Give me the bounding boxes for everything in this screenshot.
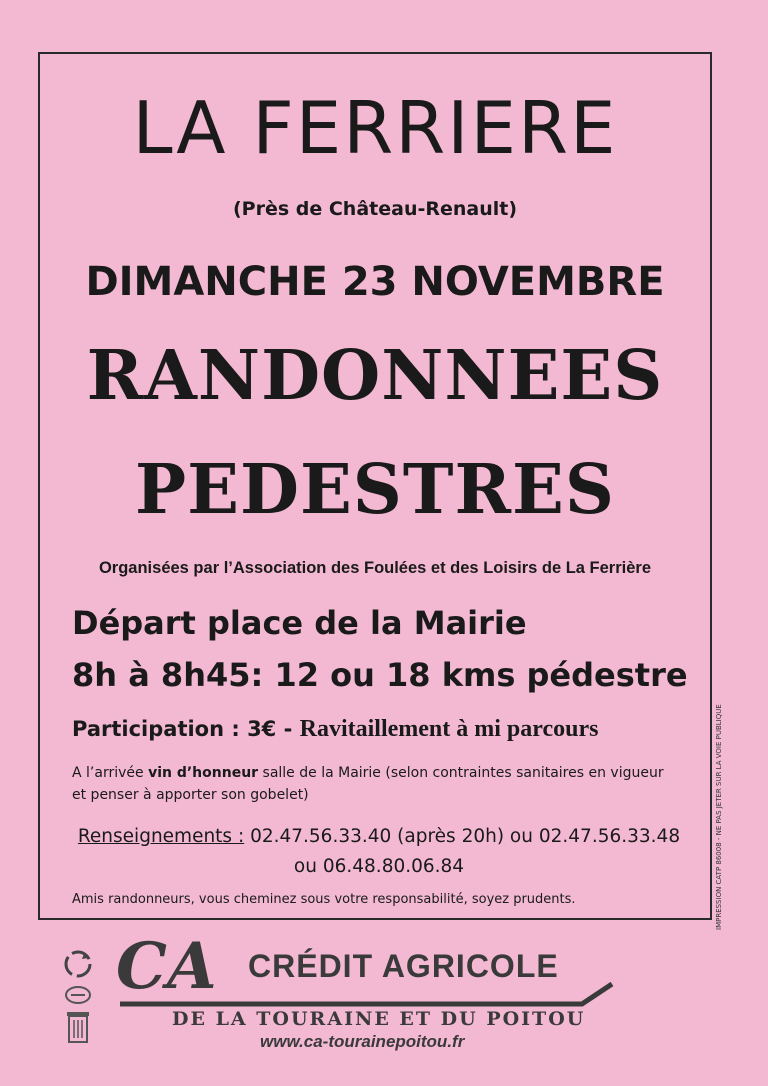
litter-bin-icon [63,984,93,1006]
participation-line [72,716,599,743]
poster-frame [38,52,712,920]
arrival-highlight: vin d’honneur [148,765,259,781]
sponsor-url[interactable]: www.ca-tourainepoitou.fr [260,1032,465,1051]
arrival-suffix: salle de la Mairie (selon contraintes sanitaires en vigueur et penser à apporter son gobelet) [72,765,664,803]
imprint-text: IMPRESSION CATP 86008 - NE PAS JETER SUR LA VOIE PUBLIQUE [715,704,723,930]
contact-info [72,822,686,882]
safety-note: Amis randonneurs, vous cheminez sous votre responsabilité, soyez prudents. [72,892,576,907]
participation-detail: Ravitaillement à mi parcours [299,716,599,742]
participation-label: Participation : 3€ - [72,717,300,741]
sponsor-block [112,930,632,1080]
headline-line-2: PEDESTRES [135,450,615,530]
headline-line-1: RANDONNEES [86,336,664,416]
event-date: DIMANCHE 23 NOVEMBRE [85,259,665,305]
schedule-text: 8h à 8h45: 12 ou 18 kms pédestre [72,656,688,694]
sponsor-name: CRÉDIT AGRICOLE [248,948,559,984]
poster-title: LA FERRIERE [132,86,618,170]
departure-text: Départ place de la Mairie [72,604,527,642]
arrival-text [72,762,682,806]
arrival-prefix: A l’arrivée [72,765,149,781]
logo-lettering: CA [116,930,217,1000]
poster-subtitle: (Près de Château-Renault) [232,198,518,220]
contact-phones: 02.47.56.33.40 (après 20h) ou 02.47.56.33.48 ou 06.48.80.06.84 [244,826,681,877]
sponsor-region: DE LA TOURAINE ET DU POITOU [172,1008,586,1030]
recycle-icon [62,948,94,980]
organizer-text: Organisées par l’Association des Foulées et des Loisirs de La Ferrière [98,559,652,577]
sponsor-icons [58,948,98,1058]
contact-label: Renseignements : [77,826,245,847]
trash-can-icon [66,1010,90,1044]
